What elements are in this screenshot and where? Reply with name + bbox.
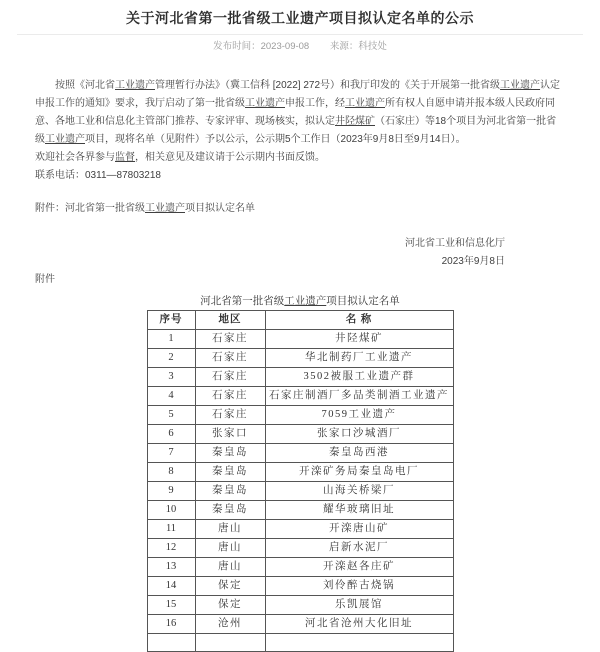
header-name: 名 称 <box>265 311 453 330</box>
appendix-label: 附件 <box>35 274 55 285</box>
table-row <box>147 501 453 520</box>
cell-region: 秦皇岛 <box>195 501 265 520</box>
signature-org: 河北省工业和信息化厅 <box>405 238 505 249</box>
cell-name: 河北省沧州大化旧址 <box>265 615 453 634</box>
cell-name: 秦皇岛西港 <box>265 444 453 463</box>
cell-region: 唐山 <box>195 539 265 558</box>
cell-index: 16 <box>147 615 195 634</box>
cell-index: 1 <box>147 330 195 349</box>
table-row <box>147 558 453 577</box>
cell-region: 石家庄 <box>195 349 265 368</box>
keyword-link[interactable]: 工业遗产 <box>284 295 327 307</box>
cell-name: 乐凯展馆 <box>265 596 453 615</box>
cell-region: 沧州 <box>195 615 265 634</box>
keyword-link[interactable]: 工业遗产 <box>345 98 385 109</box>
cell-region: 秦皇岛 <box>195 463 265 482</box>
cell-region: 秦皇岛 <box>195 444 265 463</box>
table-row <box>147 349 453 368</box>
signature-block <box>35 235 565 271</box>
cell-name: 3502被服工业遗产群 <box>265 368 453 387</box>
cell-index: 13 <box>147 558 195 577</box>
keyword-link[interactable]: 井陉煤矿 <box>335 116 375 127</box>
table-row <box>147 577 453 596</box>
keyword-link[interactable]: 监督 <box>115 152 135 163</box>
table-row <box>147 368 453 387</box>
cell-region: 唐山 <box>195 558 265 577</box>
table-row <box>147 539 453 558</box>
table-title: 河北省第一批省级工业遗产项目拟认定名单 <box>200 295 400 307</box>
heritage-list-table <box>147 310 454 652</box>
cell-name: 7059工业遗产 <box>265 406 453 425</box>
article-body <box>17 77 583 652</box>
table-row <box>147 520 453 539</box>
table-row <box>147 482 453 501</box>
cell-index: 14 <box>147 577 195 596</box>
keyword-link[interactable]: 工业遗产 <box>500 80 541 91</box>
keyword-link[interactable]: 工业遗产 <box>145 203 185 214</box>
header-region: 地区 <box>195 311 265 330</box>
table-header-row <box>147 311 453 330</box>
cell-name: 耀华玻璃旧址 <box>265 501 453 520</box>
cell-name: 山海关桥梁厂 <box>265 482 453 501</box>
attachment-link-line: 附件：河北省第一批省级工业遗产项目拟认定名单 <box>35 203 255 214</box>
keyword-link[interactable]: 工业遗产 <box>245 98 285 109</box>
cell-region: 保定 <box>195 596 265 615</box>
header-index: 序号 <box>147 311 195 330</box>
cell-index: 3 <box>147 368 195 387</box>
table-row-partial <box>147 634 453 652</box>
paragraph-feedback: 欢迎社会各界参与监督，相关意见及建议请于公示期内书面反馈。 <box>35 152 325 163</box>
cell-index: 10 <box>147 501 195 520</box>
cell-index: 11 <box>147 520 195 539</box>
paragraph-announcement: 按照《河北省工业遗产管理暂行办法》（冀工信科 [2022] 272号）和我厅印发的《关于开展第一批省级工业遗产认定申报工作的通知》要求，我厅启动了第一批省级工业遗产申报工作，经工业遗产所有权人自愿申请并报本级人民政府同意、各地工业和信息化主管部门推荐、专家评审、现场核实，拟认定井陉煤矿（石家庄）等18个项目为河北省第一批省级工业遗产项目，现将名单（见附件）予以公示，公示期5个工作日（2023年9月8日至9月14日）。 <box>35 80 561 145</box>
cell-name: 开滦矿务局秦皇岛电厂 <box>265 463 453 482</box>
table-row <box>147 596 453 615</box>
cell-index: 4 <box>147 387 195 406</box>
cell-index: 12 <box>147 539 195 558</box>
table-header <box>147 311 453 330</box>
cell-index: 15 <box>147 596 195 615</box>
cell-region: 张家口 <box>195 425 265 444</box>
table-row <box>147 406 453 425</box>
paragraph-phone: 联系电话：0311—87803218 <box>35 170 161 181</box>
table-row <box>147 425 453 444</box>
source-label: 来源：科技处 <box>329 41 387 52</box>
cell-index: 5 <box>147 406 195 425</box>
cell-name: 石家庄制酒厂多品类制酒工业遗产 <box>265 387 453 406</box>
article-meta <box>17 35 583 59</box>
keyword-link[interactable]: 工业遗产 <box>115 80 155 91</box>
cell-name: 开滦唐山矿 <box>265 520 453 539</box>
table-row <box>147 444 453 463</box>
signature-date: 2023年9月8日 <box>441 256 505 267</box>
cell-name: 张家口沙城酒厂 <box>265 425 453 444</box>
cell-index: 6 <box>147 425 195 444</box>
cell-region: 秦皇岛 <box>195 482 265 501</box>
cell-index: 7 <box>147 444 195 463</box>
cell-index: 8 <box>147 463 195 482</box>
cell-region: 保定 <box>195 577 265 596</box>
cell-name: 华北制药厂工业遗产 <box>265 349 453 368</box>
cell-index: 9 <box>147 482 195 501</box>
cell-name: 刘伶醉古烧锅 <box>265 577 453 596</box>
keyword-link[interactable]: 工业遗产 <box>45 134 85 145</box>
cell-name: 启新水泥厂 <box>265 539 453 558</box>
table-body <box>147 330 453 652</box>
cell-index: 2 <box>147 349 195 368</box>
table-row <box>147 387 453 406</box>
table-row <box>147 615 453 634</box>
cell-region: 石家庄 <box>195 406 265 425</box>
table-row <box>147 463 453 482</box>
page-title: 关于河北省第一批省级工业遗产项目拟认定名单的公示 <box>126 10 474 26</box>
table-row <box>147 330 453 349</box>
cell-region: 石家庄 <box>195 387 265 406</box>
cell-name: 井陉煤矿 <box>265 330 453 349</box>
cell-name: 开滦赵各庄矿 <box>265 558 453 577</box>
cell-region: 唐山 <box>195 520 265 539</box>
cell-region: 石家庄 <box>195 368 265 387</box>
cell-region: 石家庄 <box>195 330 265 349</box>
publish-date: 发布时间：2023-09-08 <box>213 41 310 52</box>
